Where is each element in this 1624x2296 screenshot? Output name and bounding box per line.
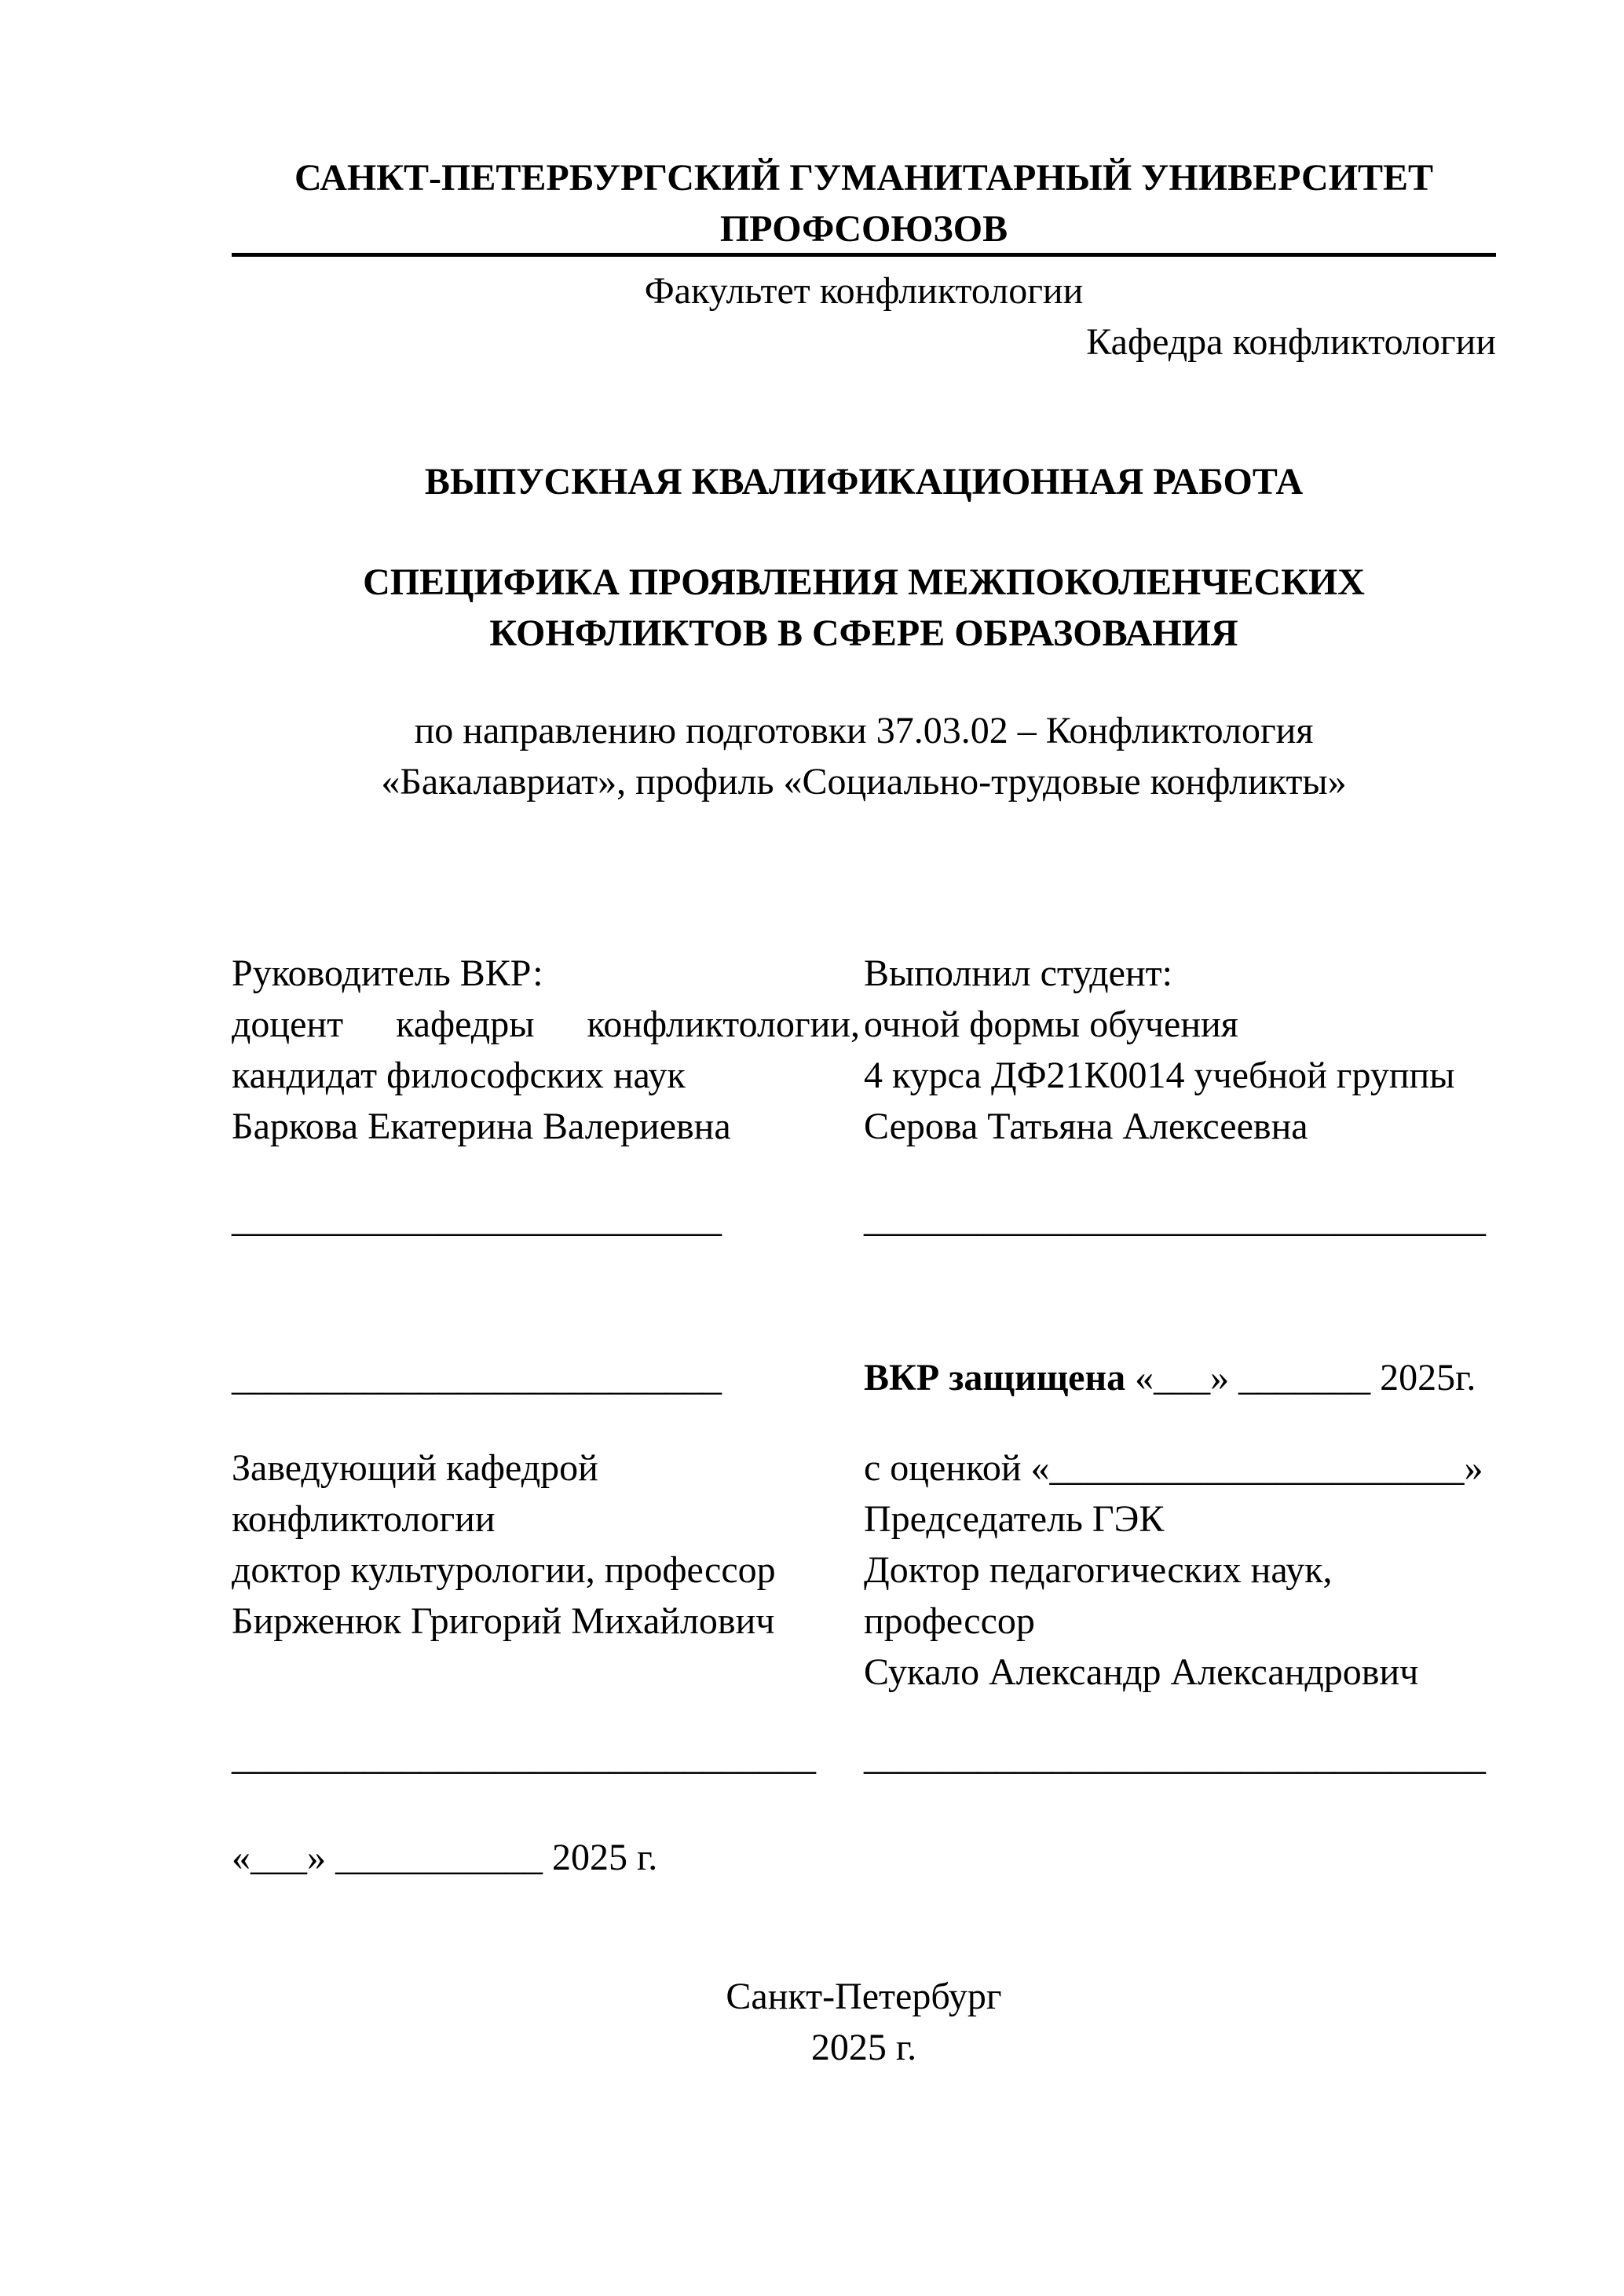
student-group: 4 курса ДФ21К0014 учебной группы [864,1055,1455,1096]
chairman-bottom-signature-line: _________________________________ [864,1736,1486,1778]
student-study-form: очной формы обучения [864,1004,1238,1045]
chairman-degree: Доктор педагогических наук, [864,1549,1333,1591]
footer-city: Санкт-Петербург [726,1976,1002,2017]
department-name: Кафедра конфликтологии [1086,321,1496,363]
thesis-title-line2: КОНФЛИКТОВ В СФЕРЕ ОБРАЗОВАНИЯ [489,612,1238,654]
head-degree: доктор культурологии, профессор [232,1549,776,1591]
student-name: Серова Татьяна Алексеевна [864,1106,1308,1147]
program-profile: «Бакалавриат», профиль «Социально-трудовые конфликты» [381,761,1347,803]
head-date-line: «___» ___________ 2025 г. [232,1837,658,1878]
defense-defended-label: ВКР защищена [864,1357,1126,1398]
thesis-title-line1: СПЕЦИФИКА ПРОЯВЛЕНИЯ МЕЖПОКОЛЕНЧЕСКИХ [363,561,1365,603]
head-title-line1: Заведующий кафедрой [232,1447,598,1489]
head-name: Бирженюк Григорий Михайлович [232,1600,775,1642]
student-signature-line: _________________________________ [864,1198,1486,1240]
header-divider-rule [232,253,1496,257]
head-title-line2: конфликтологии [232,1498,496,1540]
defense-defended-blanks: «___» _______ 2025г. [1125,1357,1476,1398]
supervisor-signature-line: __________________________ [232,1198,722,1240]
supervisor-position: доцент кафедры конфликтологии, [232,1004,860,1045]
university-name-line1: САНКТ-ПЕТЕРБУРГСКИЙ ГУМАНИТАРНЫЙ УНИВЕРСИТЕТ [294,157,1434,199]
head-bottom-signature-line: _______________________________ [232,1736,816,1778]
work-type-heading: ВЫПУСКНАЯ КВАЛИФИКАЦИОННАЯ РАБОТА [424,461,1304,503]
chairman-title: Председатель ГЭК [864,1498,1165,1540]
chairman-name: Сукало Александр Александрович [864,1651,1419,1693]
defense-grade-line: с оценкой «______________________» [864,1447,1483,1489]
university-name-line2: ПРОФСОЮЗОВ [719,208,1008,250]
supervisor-name: Баркова Екатерина Валериевна [232,1106,731,1147]
footer-year: 2025 г. [810,2027,917,2068]
supervisor-degree: кандидат философских наук [232,1055,686,1096]
head-signature-line: __________________________ [232,1357,722,1398]
faculty-name: Факультет конфликтологии [644,270,1084,312]
defense-date-line [864,1352,1501,1403]
student-label: Выполнил студент: [864,952,1172,994]
supervisor-label: Руководитель ВКР: [232,952,543,994]
program-direction: по направлению подготовки 37.03.02 – Конфликтология [414,710,1314,751]
chairman-rank: профессор [864,1600,1035,1642]
